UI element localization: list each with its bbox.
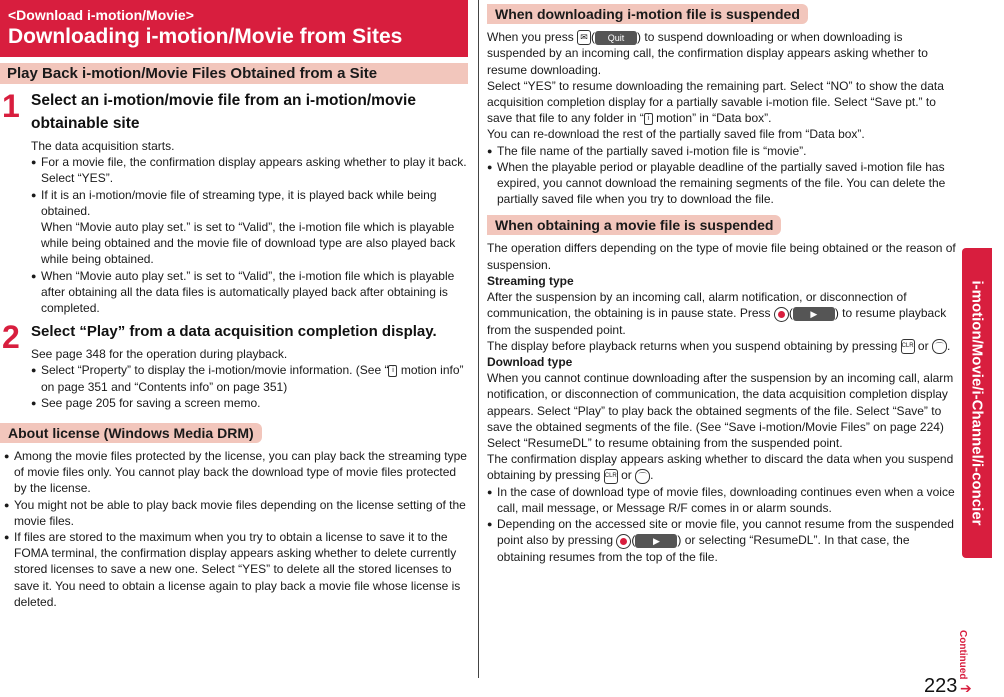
section-tag-suspend-download: When downloading i-motion file is suspended: [487, 4, 808, 24]
end-key-icon: ⌒: [635, 469, 650, 484]
bullet-item: ● When the playable period or playable deadline of the partially saved i-motion file has expired, you cannot download the remaining segments of the file. You can delete the partially saved file when you try to download the file.: [487, 159, 957, 208]
paragraph: [487, 289, 957, 338]
paragraph: [487, 338, 957, 354]
text: or: [617, 468, 636, 483]
text: ) or selecting “ResumeDL”. In that case, the obtaining resumes from the top of the file.: [497, 533, 910, 564]
paragraph: You can re-download the rest of the partially saved file from “Data box”.: [487, 127, 865, 142]
text: .: [650, 468, 654, 483]
text: Depending on the accessed site or movie file, you cannot resume from the suspended point also by pressing: [497, 517, 954, 548]
page-number: 223: [924, 675, 958, 697]
subheading-streaming: Streaming type: [487, 273, 574, 288]
bullet-continuation: When “Movie auto play set.” is set to “Valid”, the i-motion file which is playable while being obtained and the movie file of download type are also played back while being obtained.: [41, 220, 456, 267]
bullet-item: ● If files are stored to the maximum when you try to obtain a license to save it to the FOMA terminal, the confirmation display appears asking whether to delete currently stored licenses to save a new one. Select “YES” to delete all the stored licenses to save it. You need to obtain a license again to play back a movie file whose license is deleted.: [4, 529, 468, 610]
text: motion” in “Data box”.: [652, 111, 772, 126]
step-2: [0, 320, 468, 411]
imotion-icon: i: [388, 365, 397, 377]
center-key-icon: [774, 307, 789, 322]
license-section: [0, 423, 468, 610]
text: Select “YES” to resume downloading the remaining part. Select “NO” to show the data acquisition completion display for a partially savable i-motion file. Select “Save pt.” to save that file to any folder in “: [487, 78, 944, 126]
page-title: Downloading i-motion/Movie from Sites: [8, 25, 403, 48]
bullet-item: [31, 362, 468, 394]
bullet-item: ● You might not be able to play back movie files depending on the license setting of the movie files.: [4, 497, 468, 529]
page-subtitle: <Download i-motion/Movie>: [8, 7, 194, 23]
suspend-download-section: [487, 4, 957, 207]
bullet-item: ● The file name of the partially saved i-motion file is “movie”.: [487, 143, 957, 159]
text: or: [914, 338, 932, 353]
page-title-box: [0, 0, 468, 57]
clear-key-icon: CLR: [901, 339, 915, 354]
paragraph: Select “ResumeDL” to resume obtaining from the suspended point.: [487, 436, 843, 451]
text: ) to suspend downloading or when downloading is suspended by an incoming call, the confirmation display appears asking whether to resume downloading.: [487, 30, 928, 77]
text: .: [946, 338, 951, 353]
text: The display before playback returns when you suspend obtaining by pressing: [487, 338, 901, 353]
section-heading-playback: Play Back i-motion/Movie Files Obtained from a Site: [0, 63, 468, 84]
bullet-item: ● For a movie file, the confirmation display appears asking whether to play it back. Select “YES”.: [31, 154, 468, 186]
step-number: 2: [2, 319, 20, 356]
continued-label: Continued: [957, 630, 968, 680]
text: (: [788, 306, 793, 321]
bullet-item: ● See page 205 for saving a screen memo.: [31, 395, 468, 411]
step-lead: See page 348 for the operation during playback.: [31, 347, 288, 362]
bullet-item: [487, 516, 957, 565]
bullet-text: Select “Property” to display the i-motion/movie information. (See “: [41, 363, 389, 378]
text: (: [631, 533, 636, 548]
right-column: [487, 0, 957, 565]
paragraph: [487, 29, 957, 78]
end-key-icon: ⌒: [932, 339, 947, 354]
text: The confirmation display appears asking whether to discard the data when you suspend obtaining by pressing: [487, 452, 954, 483]
step-1: [0, 89, 468, 316]
bullet-item: ● If it is an i-motion/movie file of streaming type, it is played back while being obtained.: [31, 187, 468, 219]
bullet-item: ● In the case of download type of movie files, downloading continues even when a voice call, mail message, or Message R/F comes in or alarm sounds.: [487, 484, 957, 516]
subheading-download: Download type: [487, 355, 573, 370]
text: ) to resume playback from the suspended point.: [487, 306, 947, 337]
left-column: [0, 0, 468, 610]
section-tag-suspend-movie: When obtaining a movie file is suspended: [487, 215, 781, 235]
step-lead: The data acquisition starts.: [31, 139, 175, 153]
paragraph: [487, 78, 957, 127]
step-title: Select “Play” from a data acquisition completion display.: [31, 323, 437, 341]
section-tag-license: About license (Windows Media DRM): [0, 423, 262, 443]
step-number: 1: [2, 88, 20, 124]
suspend-movie-section: [487, 215, 957, 565]
play-softkey-icon: ▶: [793, 307, 835, 321]
paragraph: The operation differs depending on the type of movie file being obtained or the reason of suspension.: [487, 241, 956, 272]
text: After the suspension by an incoming call, alarm notification, or disconnection of communication, the obtaining is in pause state. Press: [487, 289, 907, 321]
mail-key-icon: ✉: [577, 30, 591, 45]
clear-key-icon: CLR: [604, 469, 618, 484]
paragraph: When you cannot continue downloading after the suspension by an incoming call, alarm notification, or disconnection of communication, the data acquisition completion display appears. Select “Play” to play back the obtained segments of the file. Select “Save” to save the obtained segments of the file. (See “Save i-motion/Movie Files” on page 224): [487, 371, 954, 434]
chapter-side-label: i-motion/Movie/i-Channel/i-concier: [968, 280, 986, 526]
bullet-text: motion info” on page 351 and “Contents info” on page 351): [41, 363, 464, 394]
step-title: Select an i-motion/movie file from an i-motion/movie obtainable site: [31, 92, 416, 132]
center-key-icon: [616, 534, 631, 549]
text: When you press: [487, 30, 578, 44]
paragraph: [487, 451, 957, 484]
column-divider: [478, 0, 479, 678]
text: (: [591, 30, 596, 44]
quit-softkey-icon: Quit: [595, 31, 637, 45]
bullet-item: ● Among the movie files protected by the license, you can play back the streaming type of movie files only. You cannot play back the download type of movie files protected by the license.: [4, 448, 468, 497]
arrow-right-icon: ➔: [960, 680, 972, 696]
play-softkey-icon: ▶: [635, 534, 677, 548]
imotion-icon: i: [644, 113, 653, 125]
bullet-item: ● When “Movie auto play set.” is set to “Valid”, the i-motion file which is playable after obtaining all the data files is automatically played back after obtaining is completed.: [31, 268, 468, 317]
